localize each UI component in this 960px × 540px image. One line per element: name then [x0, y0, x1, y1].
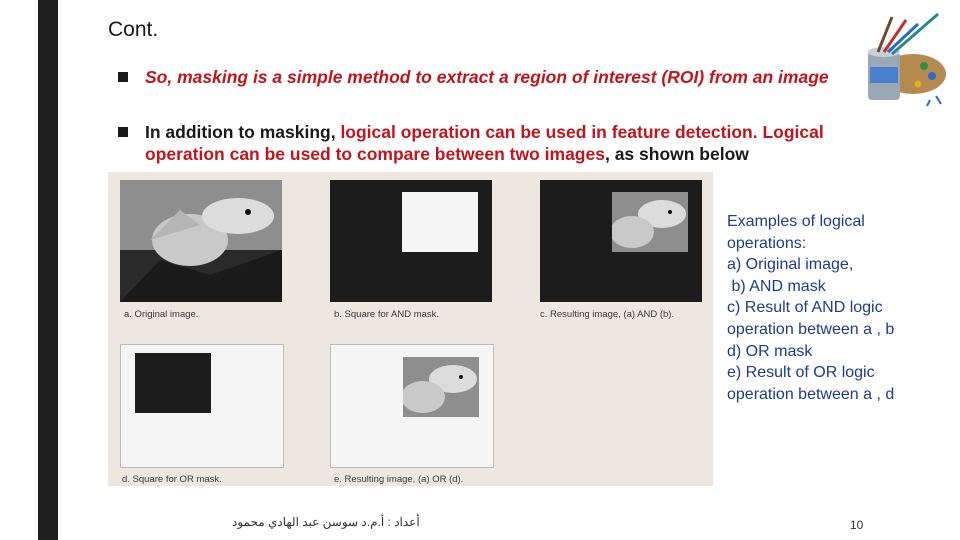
- or-result-roi: [403, 357, 479, 417]
- side-caption-line: operation between a , b: [727, 320, 895, 338]
- caption-e: e. Resulting image, (a) OR (d).: [334, 474, 464, 485]
- bullet-text-1: So, masking is a simple method to extract a region of interest (ROI) from an image: [145, 67, 829, 87]
- bullet-text-2: [145, 121, 860, 165]
- or-result-panel: [330, 344, 494, 468]
- bullet-square-icon: [118, 72, 128, 82]
- or-mask-panel: [120, 344, 284, 468]
- footer-author: أعداد : أ.م.د سوسن عبد الهادي محمود: [232, 515, 420, 529]
- and-mask-square: [402, 192, 478, 252]
- or-mask-square: [135, 353, 211, 413]
- caption-b: b. Square for AND mask.: [334, 309, 440, 320]
- side-caption-line: b) AND mask: [727, 277, 826, 295]
- caption-c: c. Resulting image, (a) AND (b).: [540, 309, 675, 320]
- side-caption-line: Examples of logical: [727, 213, 865, 230]
- side-caption-line: e) Result of OR logic: [727, 364, 875, 382]
- caption-a: a. Original image.: [124, 309, 199, 320]
- side-caption-line: operation between a , d: [727, 385, 895, 403]
- and-mask-panel: [330, 180, 492, 302]
- and-result-panel: [540, 180, 702, 302]
- side-caption: [727, 211, 942, 405]
- paint-bucket-brushes-icon: [858, 12, 948, 107]
- left-accent-bar: [38, 0, 58, 540]
- caption-d: d. Square for OR mask.: [122, 474, 222, 485]
- side-caption-line: a) Original image,: [727, 256, 854, 274]
- original-image-panel: [120, 180, 282, 302]
- bullet-2-part-1: In addition to masking,: [145, 122, 341, 142]
- side-caption-line: operations:: [727, 234, 807, 252]
- side-caption-line: d) OR mask: [727, 342, 813, 360]
- and-result-roi: [612, 192, 688, 252]
- bullet-2-part-3: , as shown below: [604, 144, 749, 164]
- side-caption-line: c) Result of AND logic: [727, 299, 883, 317]
- logical-operations-figure: [108, 172, 713, 486]
- page-number: 10: [850, 518, 864, 532]
- bullet-2-part-2: logical operation can be used in feature detection. Logical operation can be used to compare between two images: [145, 122, 824, 164]
- slide-title: Cont.: [108, 18, 159, 41]
- bullet-square-icon: [118, 127, 128, 137]
